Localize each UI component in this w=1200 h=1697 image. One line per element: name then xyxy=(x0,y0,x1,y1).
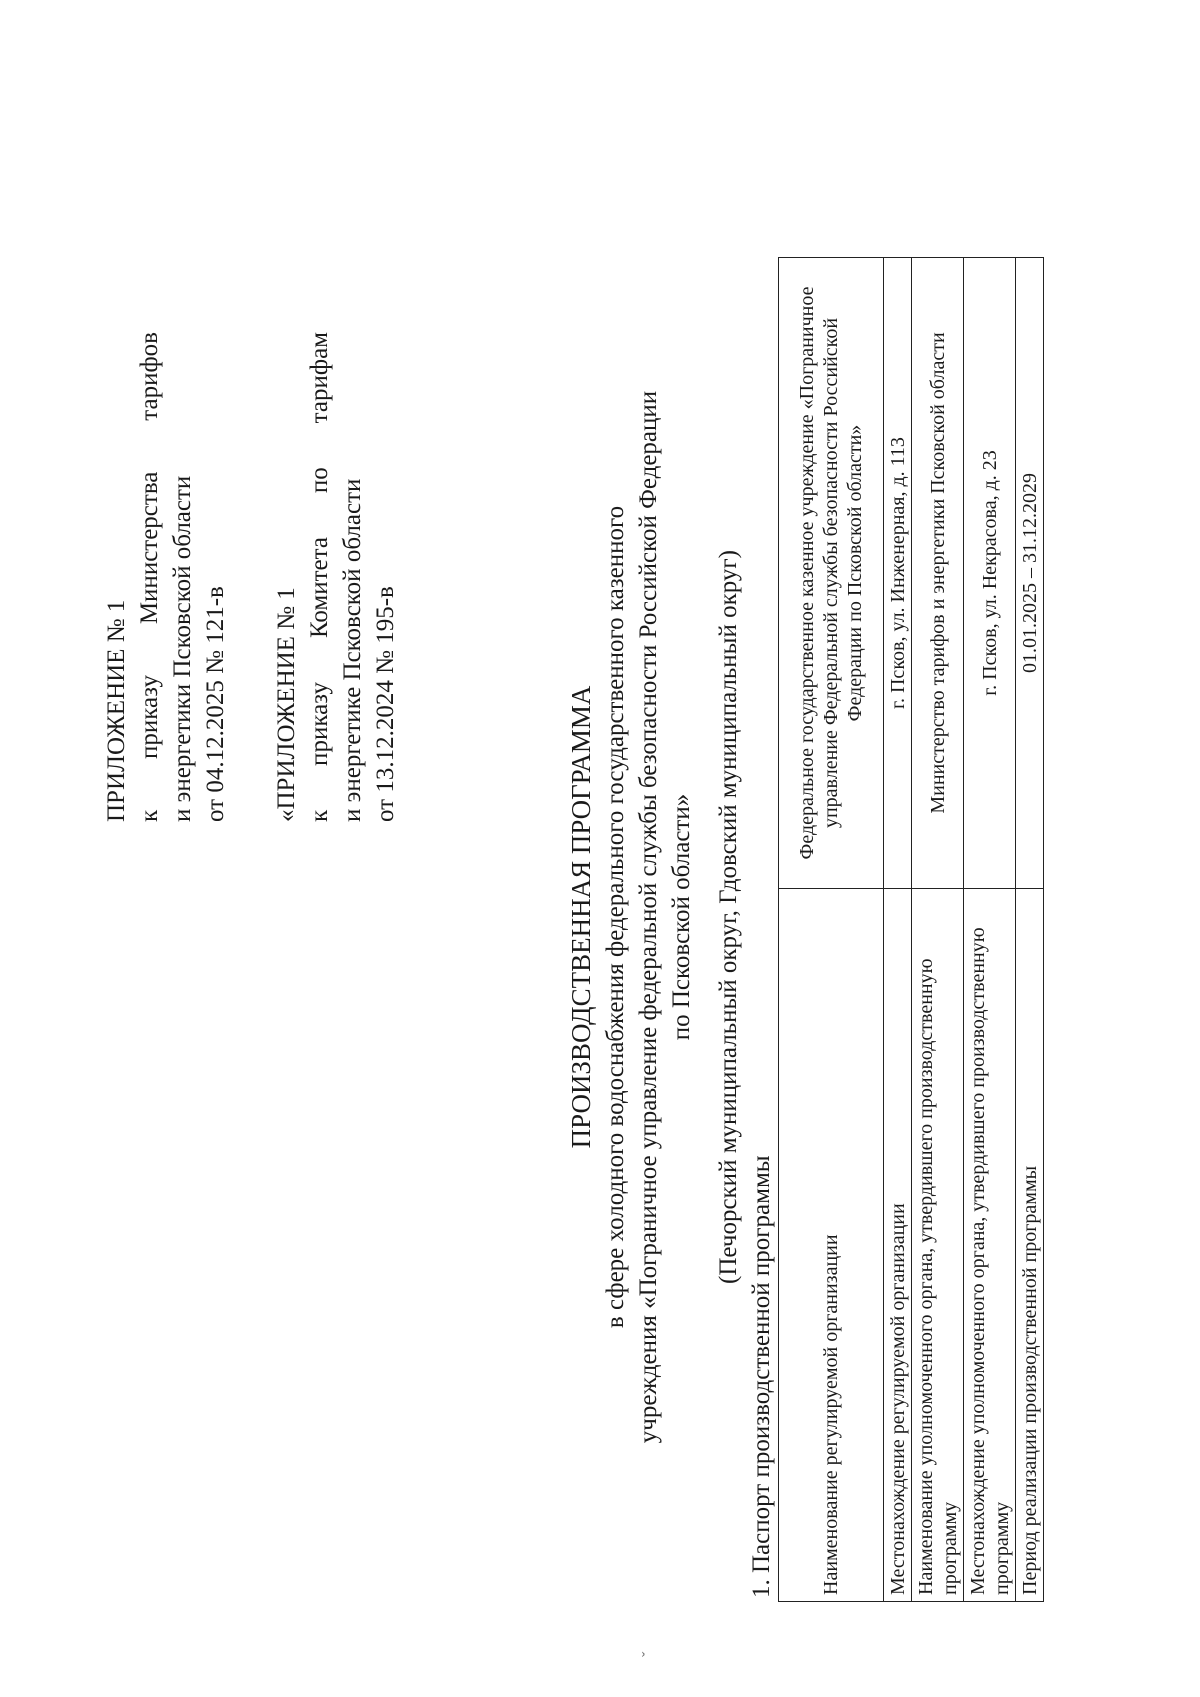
row-value-line: г. Псков, ул. Инженерная, д. 113 xyxy=(886,437,909,709)
program-title-block xyxy=(565,377,745,1457)
row-label: Наименование регулируемой организации xyxy=(779,889,884,1602)
row-value-line: управление Федеральной службы безопасности Российской xyxy=(820,317,842,829)
section-title: 1. Паспорт производственной программы xyxy=(748,1155,775,1598)
row-value xyxy=(884,258,912,889)
approval-word: тарифов xyxy=(136,332,163,421)
row-value xyxy=(779,258,884,889)
table-row xyxy=(964,258,1016,1602)
row-value xyxy=(912,258,964,889)
program-territory: (Печорский муниципальный округ, Гдовский муниципальный округ) xyxy=(715,550,742,1284)
program-subtitle-line: в сфере холодного водоснабжения федерального государственного казенного xyxy=(602,505,629,1329)
row-value-line: 01.01.2025 – 31.12.2029 xyxy=(1018,473,1041,673)
table-row xyxy=(884,258,912,1602)
approval-word: Министерства xyxy=(136,471,163,625)
approval-line-2: и энергетике Псковской области xyxy=(339,478,366,822)
row-value-line: Министерство тарифов и энергетики Псковской области xyxy=(926,332,949,814)
approval-line-1 xyxy=(133,332,166,822)
row-value-line: Федеральное государственное казенное учреждение «Пограничное xyxy=(796,286,818,860)
program-subtitle-line: учреждения «Пограничное управление федеральной службы безопасности Российской Федерации xyxy=(635,390,662,1444)
approval-word: Комитета xyxy=(306,537,333,639)
approval-line-1 xyxy=(303,332,336,822)
passport-table xyxy=(778,257,1044,1602)
approval-line-2: и энергетики Псковской области xyxy=(169,475,196,822)
approval-line-3: от 04.12.2025 № 121-в xyxy=(202,586,229,822)
table-row xyxy=(912,258,964,1602)
approval-block-current xyxy=(100,332,232,822)
approval-block-previous xyxy=(270,332,402,822)
scan-speck-mark: ˇ xyxy=(640,1651,657,1657)
row-value xyxy=(1016,258,1044,889)
approval-word: приказу xyxy=(136,675,163,759)
table-row xyxy=(779,258,884,1602)
row-value xyxy=(964,258,1016,889)
approval-word: по xyxy=(306,467,333,494)
program-subtitle-line: по Псковской области» xyxy=(668,793,695,1041)
row-label: Наименование уполномоченного органа, утвердившего производственную программу xyxy=(912,889,964,1602)
approval-title: ПРИЛОЖЕНИЕ № 1 xyxy=(103,599,130,822)
row-label: Местонахождение уполномоченного органа, утвердившего производственную программу xyxy=(964,889,1016,1602)
table-row xyxy=(1016,258,1044,1602)
approval-line-3: от 13.12.2024 № 195-в xyxy=(372,586,399,822)
row-label: Местонахождение регулируемой организации xyxy=(884,889,912,1602)
approval-word: к xyxy=(306,809,333,822)
program-title: ПРОИЗВОДСТВЕННАЯ ПРОГРАММА xyxy=(566,685,596,1149)
row-value-line: Федерации по Псковской области» xyxy=(844,424,866,722)
approval-word: к xyxy=(136,809,163,822)
approval-word: приказу xyxy=(306,681,333,766)
row-label: Период реализации производственной программы xyxy=(1016,889,1044,1602)
row-value-line: г. Псков, ул. Некрасова, д. 23 xyxy=(978,450,1001,696)
approval-word: тарифам xyxy=(306,332,333,424)
approval-title: «ПРИЛОЖЕНИЕ № 1 xyxy=(273,587,300,822)
